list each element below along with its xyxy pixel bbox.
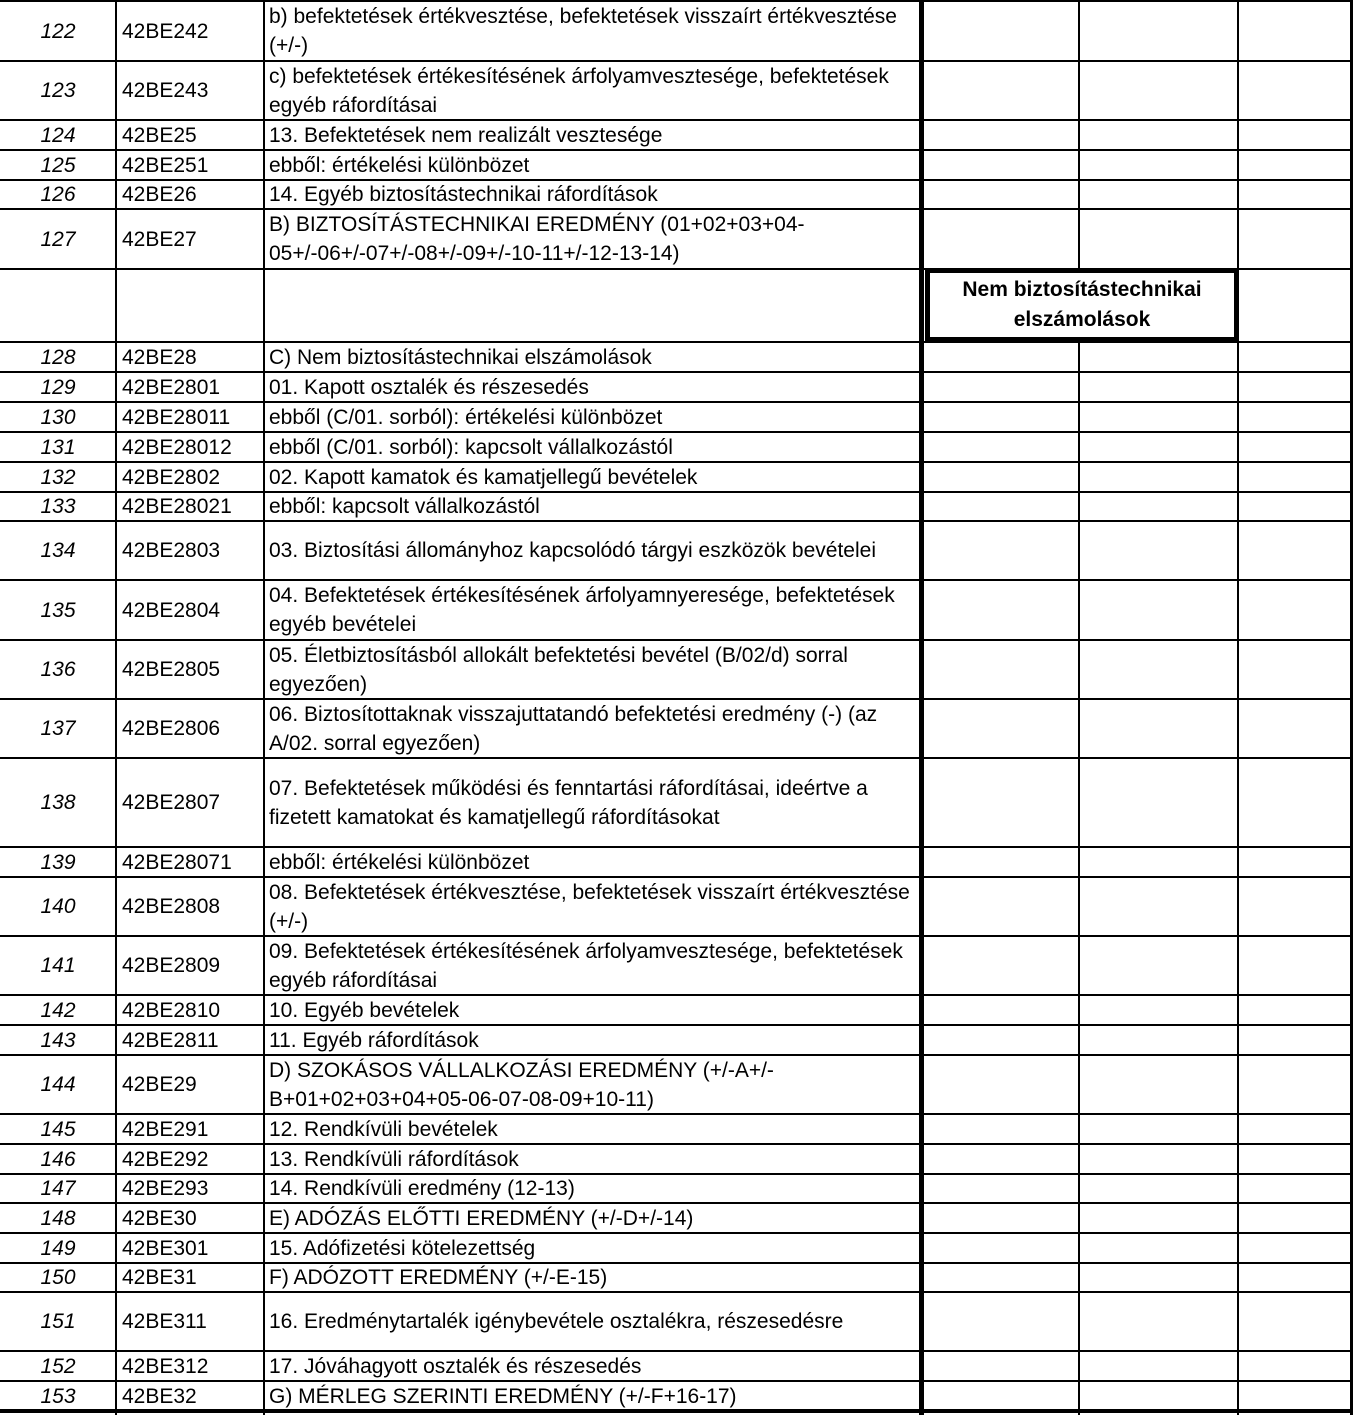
grid-line-horizontal [0, 1409, 1353, 1413]
row-number: 143 [40, 1028, 76, 1052]
row-description: F) ADÓZOTT EREDMÉNY (+/-E-15) [269, 1266, 608, 1289]
grid-line-vertical [115, 0, 117, 1415]
row-description: 14. Egyéb biztosítástechnikai ráfordítások [269, 183, 658, 206]
row-code: 42BE251 [122, 153, 209, 177]
grid-line-horizontal [0, 935, 1353, 937]
row-description: 13. Befektetések nem realizált vesztesége [269, 123, 663, 147]
row-code: 42BE28071 [122, 850, 232, 874]
grid-line-horizontal [0, 431, 1353, 433]
row-code: 42BE31 [122, 1266, 197, 1289]
grid-line-horizontal [0, 579, 1353, 581]
row-code: 42BE28021 [122, 495, 232, 518]
row-description: G) MÉRLEG SZERINTI EREDMÉNY (+/-F+16-17) [269, 1385, 737, 1408]
row-description: 15. Adófizetési kötelezettség [269, 1236, 536, 1260]
grid-line-horizontal [0, 994, 1353, 996]
row-description: B) BIZTOSÍTÁSTECHNIKAI EREDMÉNY (01+02+03+04-05+/-06+/-07+/-08+/-09+/-10-11+/-12-13-14) [269, 213, 805, 265]
row-number: 134 [40, 539, 76, 562]
grid-line-horizontal [0, 1380, 1353, 1382]
row-code: 42BE28011 [122, 405, 231, 429]
row-code: 42BE2808 [122, 895, 221, 918]
row-code: 42BE311 [122, 1310, 207, 1333]
row-description: ebből (C/01. sorból): kapcsolt vállalkozástól [269, 435, 673, 459]
row-description: ebből: értékelési különbözet [269, 153, 530, 177]
row-description: 09. Befektetések értékesítésének árfolyamvesztesége, befektetések egyéb ráfordításai [269, 939, 903, 992]
grid-line-horizontal [0, 149, 1353, 151]
row-number: 139 [40, 850, 76, 874]
grid-line-horizontal [0, 1350, 1353, 1352]
row-number [0, 270, 116, 341]
row-code: 42BE29 [122, 1073, 197, 1096]
row-description: 01. Kapott osztalék és részesedés [269, 375, 589, 399]
grid-line-vertical [919, 0, 924, 1415]
grid-line-horizontal [0, 1232, 1353, 1234]
grid-line-horizontal [0, 371, 1353, 373]
row-number: 142 [40, 998, 76, 1022]
row-description: 07. Befektetések működési és fenntartási ráfordításai, ideértve a fizetett kamatokat és kamatjellegű ráfordításokat [269, 776, 868, 829]
grid-line-vertical [1078, 0, 1080, 1415]
row-number: 136 [40, 658, 76, 681]
row-number: 148 [40, 1206, 76, 1230]
grid-line-horizontal [0, 846, 1353, 848]
grid-line-horizontal [0, 698, 1353, 700]
grid-line-horizontal [0, 0, 1353, 2]
row-code: 42BE2802 [122, 465, 221, 489]
grid-line-horizontal [0, 1054, 1353, 1056]
row-number: 149 [40, 1236, 76, 1260]
row-description: D) SZOKÁSOS VÁLLALKOZÁSI EREDMÉNY (+/-A+/-B+01+02+03+04+05-06-07-08-09+10-11) [269, 1058, 774, 1111]
grid-line-horizontal [0, 401, 1353, 403]
row-description: 08. Befektetések értékvesztése, befektetések visszaírt értékvesztése (+/-) [269, 880, 910, 933]
row-number: 123 [40, 79, 76, 102]
row-number: 131 [40, 435, 76, 459]
row-code: 42BE301 [122, 1236, 209, 1260]
row-code: 42BE2807 [122, 791, 221, 814]
row-number: 141 [40, 954, 76, 977]
section-header-box: Nem biztosítástechnikai elszámolások [925, 268, 1239, 342]
row-code: 42BE312 [122, 1354, 209, 1378]
grid-line-horizontal [0, 1202, 1353, 1204]
row-number: 124 [40, 123, 76, 147]
grid-line-horizontal [0, 1143, 1353, 1145]
row-number: 135 [40, 598, 76, 622]
grid-line-horizontal [0, 1113, 1353, 1115]
row-code: 42BE2801 [122, 375, 221, 399]
row-code: 42BE2810 [122, 998, 221, 1022]
row-number: 150 [40, 1266, 76, 1289]
row-number: 146 [40, 1147, 76, 1171]
row-number: 132 [40, 465, 76, 489]
row-number: 138 [40, 791, 76, 814]
row-code [120, 270, 262, 341]
grid-line-vertical [1237, 0, 1239, 1415]
row-number: 140 [40, 895, 76, 918]
row-code: 42BE2806 [122, 717, 221, 740]
grid-line-horizontal [0, 757, 1353, 759]
row-description: 05. Életbiztosításból allokált befektetési bevétel (B/02/d) sorral egyezően) [269, 643, 848, 696]
row-description: 04. Befektetések értékesítésének árfolyamnyeresége, befektetések egyéb bevételei [269, 584, 895, 636]
row-number: 128 [40, 345, 76, 369]
row-code: 42BE242 [122, 19, 209, 43]
grid-line-horizontal [0, 1173, 1353, 1175]
row-description: 14. Rendkívüli eredmény (12-13) [269, 1177, 575, 1200]
row-description: ebből: kapcsolt vállalkozástól [269, 495, 540, 518]
grid-line-vertical [263, 0, 265, 1415]
row-number: 153 [40, 1385, 76, 1408]
row-code: 42BE2809 [122, 954, 221, 977]
row-code: 42BE243 [122, 79, 209, 102]
row-number: 152 [40, 1354, 76, 1378]
row-description: b) befektetések értékvesztése, befektetések visszaírt értékvesztése (+/-) [269, 5, 897, 57]
grid-line-horizontal [0, 520, 1353, 522]
grid-line-horizontal [0, 119, 1353, 121]
row-code: 42BE2804 [122, 598, 221, 622]
row-number: 129 [40, 375, 76, 399]
grid-line-horizontal [0, 461, 1353, 463]
row-number: 122 [40, 19, 76, 43]
row-description: ebből (C/01. sorból): értékelési különbözet [269, 405, 663, 429]
grid-line-horizontal [0, 876, 1353, 878]
grid-line-horizontal [0, 60, 1353, 62]
row-description: 06. Biztosítottaknak visszajuttatandó befektetési eredmény (-) (az A/02. sorral egyezően) [269, 702, 878, 755]
row-description: 03. Biztosítási állományhoz kapcsolódó tárgyi eszközök bevételei [269, 539, 876, 562]
row-code: 42BE26 [122, 183, 197, 206]
row-description: E) ADÓZÁS ELŐTTI EREDMÉNY (+/-D+/-14) [269, 1206, 694, 1230]
row-description: 10. Egyéb bevételek [269, 998, 460, 1022]
grid-line-horizontal [0, 491, 1353, 493]
row-number: 147 [40, 1177, 76, 1200]
row-code: 42BE292 [122, 1147, 209, 1171]
grid-line-horizontal [0, 208, 1353, 210]
row-code: 42BE27 [122, 227, 197, 251]
row-code: 42BE2811 [122, 1028, 219, 1052]
row-description: 13. Rendkívüli ráfordítások [269, 1147, 519, 1171]
row-code: 42BE25 [122, 123, 197, 147]
row-code: 42BE28 [122, 345, 197, 369]
row-number: 133 [40, 495, 76, 518]
row-number: 130 [40, 405, 76, 429]
grid-line-horizontal [0, 1024, 1353, 1026]
row-description: 02. Kapott kamatok és kamatjellegű bevételek [269, 465, 698, 489]
row-code: 42BE30 [122, 1206, 197, 1230]
row-description: 17. Jóváhagyott osztalék és részesedés [269, 1354, 642, 1378]
row-description: C) Nem biztosítástechnikai elszámolások [269, 345, 652, 369]
row-number: 127 [40, 227, 76, 251]
row-number: 145 [40, 1117, 76, 1141]
row-number: 137 [40, 717, 76, 740]
row-description [268, 270, 920, 341]
row-code: 42BE32 [122, 1385, 197, 1408]
row-number: 126 [40, 183, 76, 206]
grid-line-horizontal [0, 179, 1353, 181]
row-description: 12. Rendkívüli bevételek [269, 1117, 498, 1141]
grid-line-horizontal [0, 1262, 1353, 1264]
row-number: 151 [40, 1310, 76, 1333]
grid-line-horizontal [0, 639, 1353, 641]
row-description: c) befektetések értékesítésének árfolyamvesztesége, befektetések egyéb ráfordításai [269, 64, 889, 117]
row-description: 11. Egyéb ráfordítások [269, 1028, 479, 1052]
row-description: 16. Eredménytartalék igénybevétele osztalékra, részesedésre [269, 1310, 844, 1333]
row-code: 42BE293 [122, 1177, 209, 1200]
row-code: 42BE2803 [122, 539, 221, 562]
row-number: 144 [40, 1073, 76, 1096]
row-code: 42BE2805 [122, 658, 221, 681]
row-code: 42BE28012 [122, 435, 232, 459]
row-code: 42BE291 [122, 1117, 209, 1141]
grid-line-horizontal [0, 1291, 1353, 1293]
row-number: 125 [40, 153, 76, 177]
row-description: ebből: értékelési különbözet [269, 850, 530, 874]
